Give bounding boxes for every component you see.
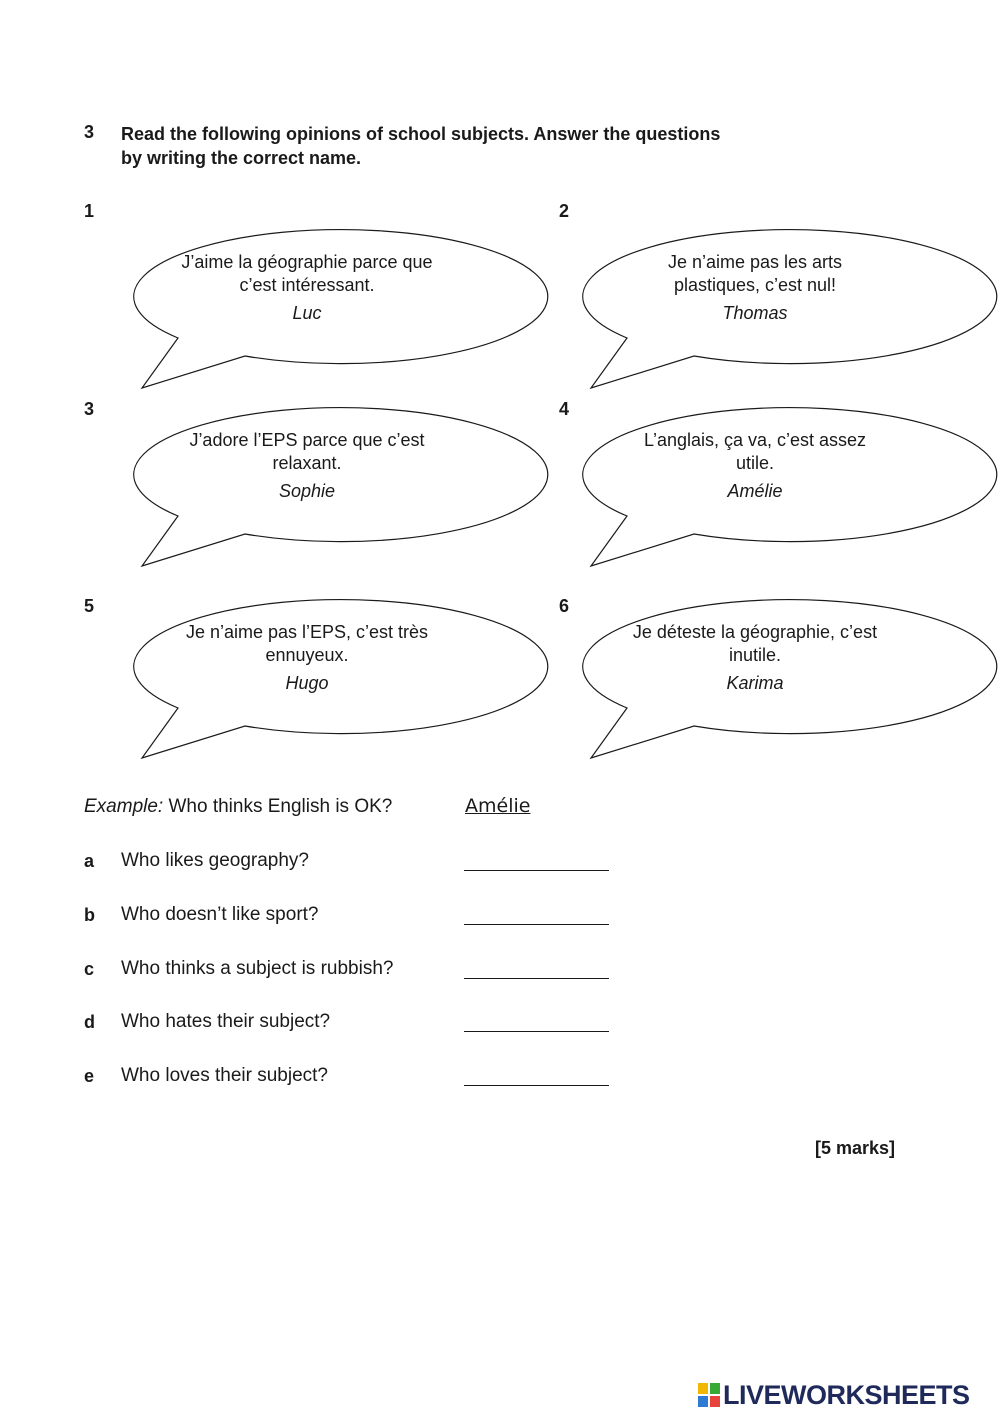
bubble-text-3 xyxy=(142,429,472,503)
bubble-number-4: 4 xyxy=(559,399,570,419)
speaker-name: Sophie xyxy=(278,481,336,501)
bubble-line: Je déteste la géographie, c’est xyxy=(632,622,878,642)
example-question: Who thinks English is OK? xyxy=(168,796,393,817)
bubble-line: J’adore l’EPS parce que c’est xyxy=(189,430,425,450)
question-text-a: Who likes geography? xyxy=(121,850,309,871)
answer-blank-d[interactable] xyxy=(464,1031,609,1032)
bubble-line: utile. xyxy=(735,453,775,473)
bubble-text-2 xyxy=(590,251,920,325)
logo-text: LIVEWORKSHEETS xyxy=(723,1379,970,1410)
instruction-line: Read the following opinions of school subjects. Answer the questions xyxy=(121,124,721,144)
bubble-line: Je n’aime pas les arts xyxy=(667,252,843,272)
bubble-line: relaxant. xyxy=(272,453,342,473)
question-letter-d: d xyxy=(84,1012,95,1032)
liveworksheets-logo-icon xyxy=(698,1383,720,1407)
answer-blank-e[interactable] xyxy=(464,1085,609,1086)
speaker-name: Thomas xyxy=(722,303,788,323)
bubble-number-5: 5 xyxy=(84,596,95,616)
speaker-name: Karima xyxy=(726,673,784,693)
answer-blank-a[interactable] xyxy=(464,870,609,871)
speaker-name: Amélie xyxy=(727,481,783,501)
bubble-line: Je n’aime pas l’EPS, c’est très xyxy=(185,622,429,642)
bubble-text-1 xyxy=(142,251,472,325)
bubble-number-3: 3 xyxy=(84,399,95,419)
instruction-line: by writing the correct name. xyxy=(121,148,362,168)
example-answer: Amélie xyxy=(465,795,531,817)
bubble-line: c’est intéressant. xyxy=(239,275,375,295)
question-text-d: Who hates their subject? xyxy=(121,1011,331,1032)
question-letter-c: c xyxy=(84,959,95,979)
example-row xyxy=(84,796,392,818)
bubble-line: ennuyeux. xyxy=(265,645,349,665)
question-letter-e: e xyxy=(84,1066,95,1086)
bubble-line: L’anglais, ça va, c’est assez xyxy=(643,430,867,450)
question-text-b: Who doesn’t like sport? xyxy=(121,904,319,925)
bubble-text-5 xyxy=(142,621,472,695)
bubble-text-4 xyxy=(590,429,920,503)
bubble-line: plastiques, c’est nul! xyxy=(673,275,837,295)
bubble-number-1: 1 xyxy=(84,201,95,221)
speaker-name: Hugo xyxy=(285,673,329,693)
speaker-name: Luc xyxy=(292,303,322,323)
bubble-number-2: 2 xyxy=(559,201,570,221)
question-text-c: Who thinks a subject is rubbish? xyxy=(121,958,394,979)
bubble-text-6 xyxy=(590,621,920,695)
marks-label: [5 marks] xyxy=(815,1138,896,1158)
bubble-number-6: 6 xyxy=(559,596,570,616)
bubble-line: J’aime la géographie parce que xyxy=(181,252,433,272)
liveworksheets-logo xyxy=(698,1379,970,1411)
question-text-e: Who loves their subject? xyxy=(121,1065,328,1086)
question-letter-a: a xyxy=(84,851,95,871)
question-number: 3 xyxy=(84,122,95,142)
answer-blank-b[interactable] xyxy=(464,924,609,925)
bubble-line: inutile. xyxy=(728,645,782,665)
example-label: Example: xyxy=(84,796,164,817)
question-letter-b: b xyxy=(84,905,95,925)
answer-blank-c[interactable] xyxy=(464,978,609,979)
